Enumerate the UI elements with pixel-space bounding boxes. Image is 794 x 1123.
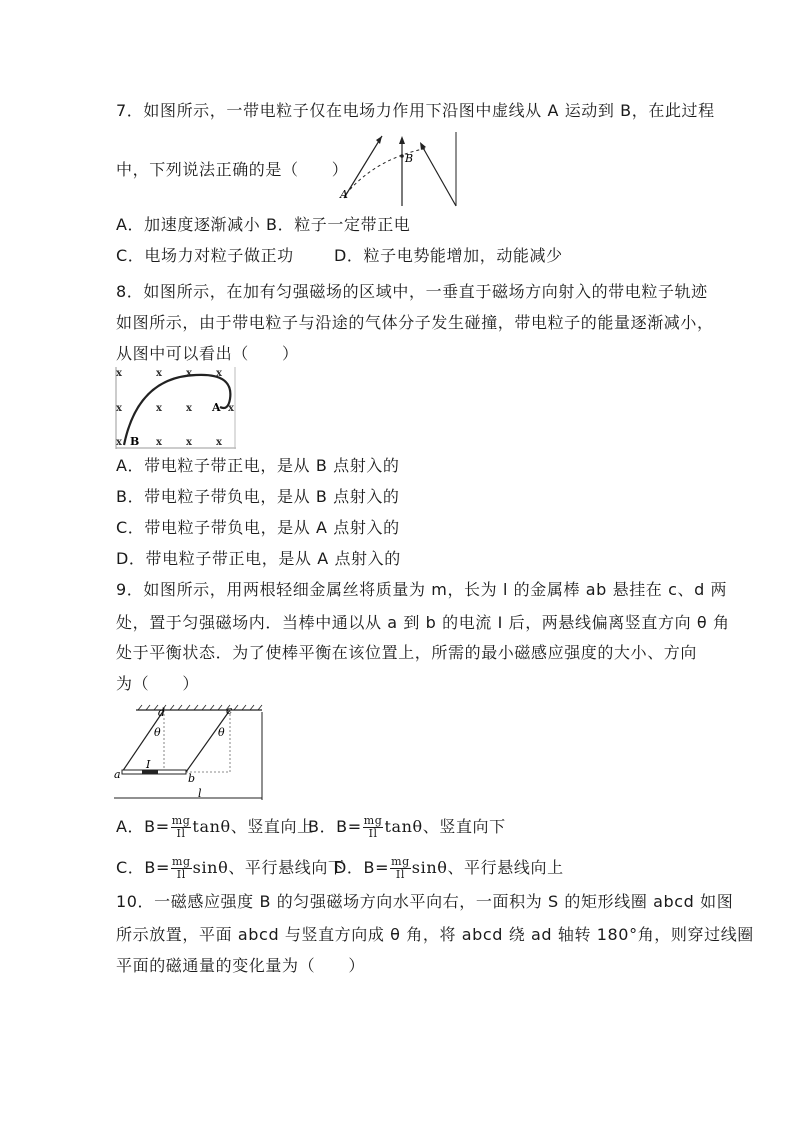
q9-stem-line1: 9．如图所示，用两根轻细金属丝将质量为 m，长为 l 的金属棒 ab 悬挂在 c、d 两 xyxy=(116,580,728,599)
q9-option-b-fraction: $\frac{mg}{Il}$ xyxy=(363,814,383,840)
svg-text:x: x xyxy=(156,368,162,379)
q8-fig-label-b: B xyxy=(130,435,140,448)
q8-option-b: B．带电粒子带负电，是从 B 点射入的 xyxy=(116,487,400,506)
q10-stem-line2: 所示放置，平面 abcd 与竖直方向成 θ 角，将 abcd 绕 ad 轴转 180°角，则穿过线圈 xyxy=(116,925,754,944)
q9-fig-label-theta-right: θ xyxy=(218,726,225,739)
q7-option-d: D．粒子电势能增加，动能减少 xyxy=(334,246,563,265)
svg-text:x: x xyxy=(216,368,222,379)
svg-text:x: x xyxy=(216,437,222,448)
q9-option-a-fraction: $\frac{mg}{Il}$ xyxy=(171,814,191,840)
q8-stem-line2: 如图所示，由于带电粒子与沿途的气体分子发生碰撞，带电粒子的能量逐渐减小， xyxy=(116,313,714,332)
q9-stem-line2: 处，置于匀强磁场内．当棒中通以从 a 到 b 的电流 I 后，两悬线偏离竖直方向 θ 角 xyxy=(116,613,730,632)
q8-option-a: A．带电粒子带正电，是从 B 点射入的 xyxy=(116,456,400,475)
q10-stem-line1: 10．一磁感应强度 B 的匀强磁场方向水平向右，一面积为 S 的矩形线圈 abcd 如图 xyxy=(116,892,734,911)
q7-stem-line1: 7．如图所示，一带电粒子仅在电场力作用下沿图中虚线从 A 运动到 B，在此过程 xyxy=(116,101,715,120)
q9-fig-label-length: l xyxy=(198,787,202,800)
svg-text:x: x xyxy=(156,403,162,414)
q9-option-b: B．B= $\frac{mg}{Il}$ tanθ、竖直向下 xyxy=(308,814,506,840)
svg-text:x: x xyxy=(186,437,192,448)
q10-stem-line3: 平面的磁通量的变化量为（ ） xyxy=(116,956,366,975)
q9-figure xyxy=(112,702,264,800)
q8-stem-line3: 从图中可以看出（ ） xyxy=(116,344,299,363)
q8-figure xyxy=(116,367,236,449)
q8-stem-line1: 8．如图所示，在加有匀强磁场的区域中，一垂直于磁场方向射入的带电粒子轨迹 xyxy=(116,282,708,301)
q9-fig-label-current: I xyxy=(146,758,151,771)
svg-text:x: x xyxy=(116,368,122,379)
svg-text:x: x xyxy=(228,403,234,414)
q9-fig-label-theta-left: θ xyxy=(154,726,161,739)
q9-stem-line4: 为（ ） xyxy=(116,674,200,693)
svg-text:x: x xyxy=(116,403,122,414)
q9-fig-label-b: b xyxy=(188,772,196,785)
q9-option-d: D．B= $\frac{mg}{Il}$ sinθ、平行悬线向上 xyxy=(334,855,564,881)
q8-option-c: C．带电粒子带负电，是从 A 点射入的 xyxy=(116,518,400,537)
q7-option-ab: A．加速度逐渐减小 B．粒子一定带正电 xyxy=(116,215,411,234)
q9-stem-line3: 处于平衡状态．为了使棒平衡在该位置上，所需的最小磁感应强度的大小、方向 xyxy=(116,643,698,662)
q7-fig-label-a: A xyxy=(340,188,348,201)
q9-option-a: A．B= $\frac{mg}{Il}$ tanθ、竖直向上 xyxy=(116,814,314,840)
svg-text:x: x xyxy=(186,403,192,414)
q9-option-c-fraction: $\frac{mg}{Il}$ xyxy=(171,855,191,881)
q7-stem-line2: 中，下列说法正确的是（ ） xyxy=(116,160,349,179)
q9-option-c: C．B= $\frac{mg}{Il}$ sinθ、平行悬线向下 xyxy=(116,855,345,881)
q7-fig-label-b: B xyxy=(405,152,414,165)
q7-option-c: C．电场力对粒子做正功 xyxy=(116,246,294,265)
q9-fig-label-a: a xyxy=(114,768,121,781)
q9-fig-label-d: d xyxy=(158,706,166,719)
svg-text:x: x xyxy=(116,437,122,448)
q9-fig-label-c: c xyxy=(226,704,233,717)
svg-text:x: x xyxy=(186,368,192,379)
q8-fig-label-a: A xyxy=(212,401,221,414)
q7-figure xyxy=(336,128,461,208)
svg-text:x: x xyxy=(156,437,162,448)
q9-option-d-fraction: $\frac{mg}{Il}$ xyxy=(391,855,410,881)
q8-option-d: D．带电粒子带正电，是从 A 点射入的 xyxy=(116,549,401,568)
